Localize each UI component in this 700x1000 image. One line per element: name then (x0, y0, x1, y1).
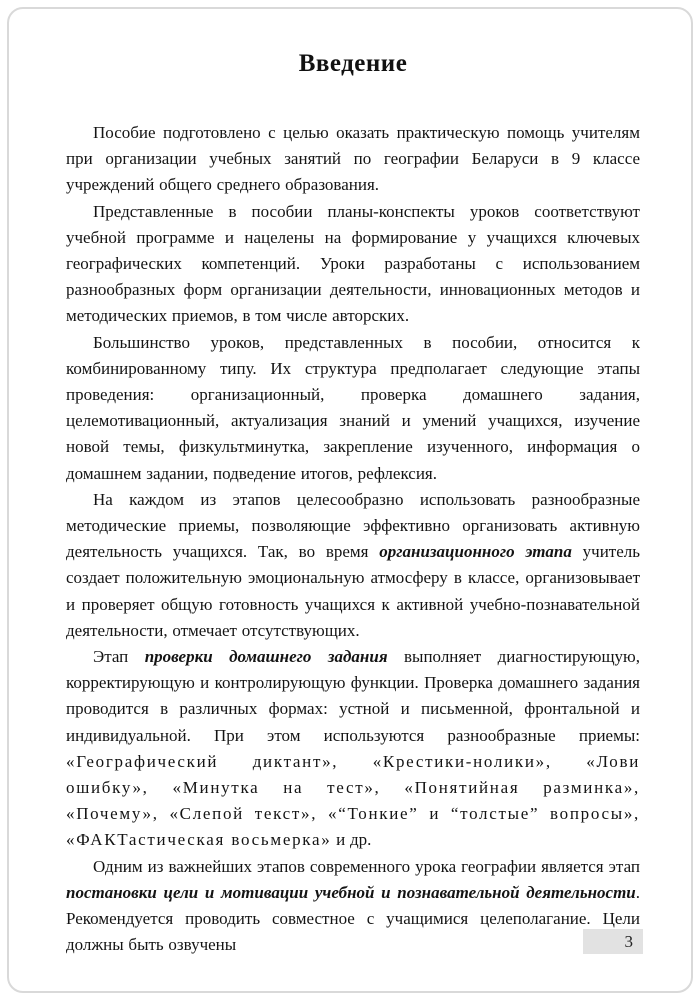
paragraph-2 (66, 199, 640, 330)
emphasis-run: постановки цели и мотивации учебной и познавательной деятельности (66, 882, 636, 902)
text-run: учитель создает положительную эмоциональную атмосферу в классе, организовывает и проверяет общую готовность учащихся к активной учебно-познавательной деятельности, отмечает отсутствующих. (66, 542, 641, 640)
paragraph-3 (66, 330, 640, 487)
page-footer (583, 929, 643, 954)
book-page-content (66, 50, 640, 959)
emphasis-run: проверки домашнего задания (144, 647, 388, 667)
paragraph-6 (66, 854, 640, 959)
paragraph-1 (66, 120, 640, 199)
paragraph-4 (66, 487, 640, 644)
text-run: выполняет диагностирующую, корректирующую и контролирующую функции. Проверка домашнего задания проводится в различных формах: устной и письменной, фронтальной и индивидуальной. При этом используются разнообразные приемы: (66, 647, 640, 745)
text-run: Большинство уроков, представленных в пособии, относится к комбинированному типу. Их структура предполагает следующие этапы проведения: организационный, проверка домашнего задания, целемотивационный, актуализация знаний и умений учащихся, изучение новой темы, физкультминутка, закрепление изученного, информация о домашнем задании, подведение итогов, рефлексия. (66, 332, 640, 483)
text-run: Представленные в пособии планы-конспекты уроков соответствуют учебной программе и нацелены на формирование у учащихся ключевых географических компетенций. Уроки разработаны с использованием разнообразных форм организации деятельности, инновационных методов и методических приемов, в том числе авторских. (66, 201, 640, 326)
emphasis-run: организационного этапа (379, 542, 572, 562)
text-run: и др. (331, 830, 372, 850)
text-run: Пособие подготовлено с целью оказать практическую помощь учителям при организации учебных занятий по географии Беларуси в 9 классе учреждений общего среднего образования. (66, 123, 640, 195)
text-run: Одним из важнейших этапов современного урока географии является этап (93, 856, 640, 876)
letterspaced-run: «Географический диктант», «Крестики-нолики», «Лови ошибку», «Минутка на тест», «Понятийная разминка», «Почему», «Слепой текст», «“Тонкие” и “толстые” вопросы», «ФАКТастическая восьмерка» (66, 751, 640, 850)
text-run: На каждом из этапов целесообразно использовать разнообразные методические приемы, позволяющие эффективно организовать активную деятельность учащихся. Так, во время (66, 489, 640, 562)
paragraph-5 (66, 644, 640, 854)
text-run: . Рекомендуется проводить совместное с учащимися целеполагание. Цели должны быть озвучены (66, 882, 640, 955)
page-title: Введение (298, 50, 408, 77)
page-number: 3 (624, 932, 633, 951)
text-run: Этап (93, 647, 145, 667)
